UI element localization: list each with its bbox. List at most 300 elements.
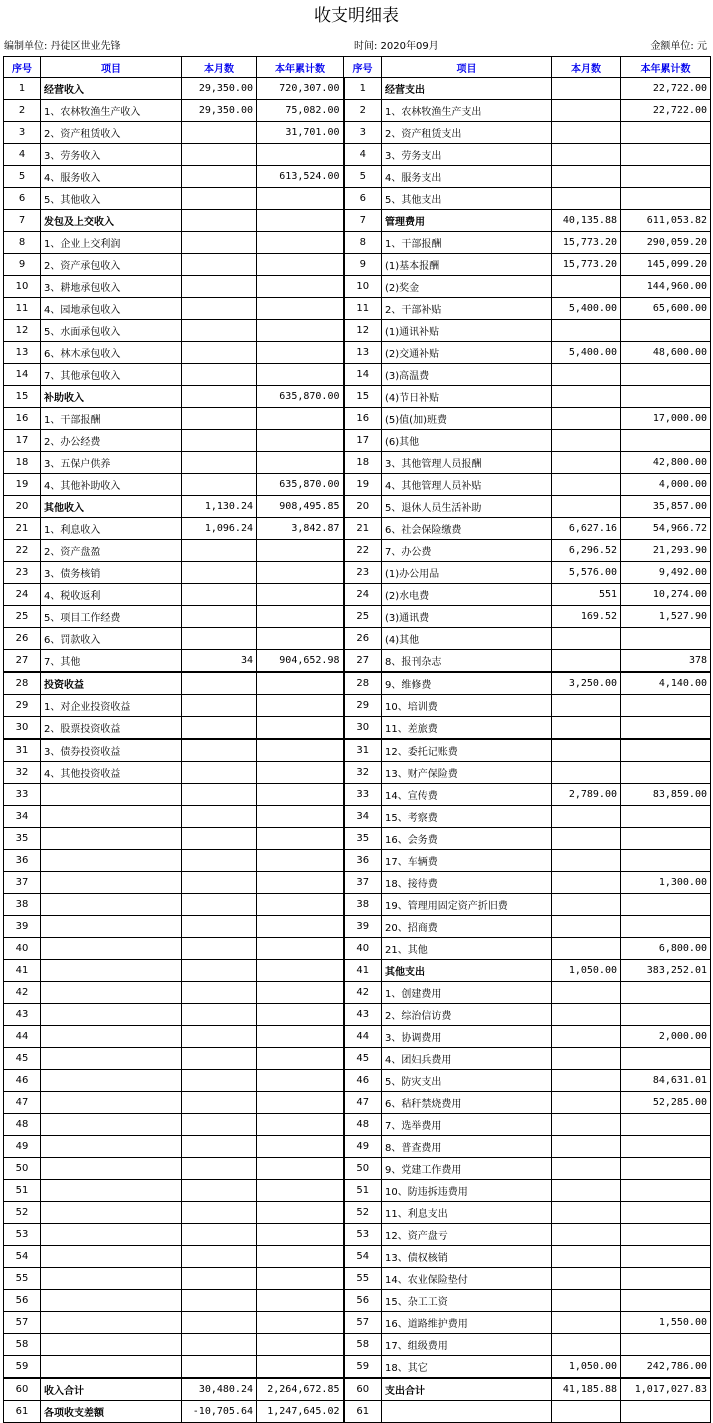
- income-seq-cell: 30: [4, 717, 41, 740]
- income-month-cell: 34: [182, 650, 257, 673]
- income-seq-cell: 49: [4, 1136, 41, 1158]
- expense-seq-cell: 31: [344, 739, 382, 762]
- expense-item-cell: 4、服务支出: [382, 166, 552, 188]
- expense-seq-cell: 16: [344, 408, 382, 430]
- income-year-cell: 1,247,645.02: [257, 1401, 344, 1423]
- expense-seq-cell: 5: [344, 166, 382, 188]
- table-row: [4, 850, 711, 872]
- income-seq-cell: 50: [4, 1158, 41, 1180]
- expense-year-cell: 22,722.00: [621, 100, 711, 122]
- expense-seq-cell: 45: [344, 1048, 382, 1070]
- expense-month-cell: [552, 1202, 621, 1224]
- expense-month-cell: 1,050.00: [552, 1356, 621, 1379]
- income-seq-cell: 12: [4, 320, 41, 342]
- expense-month-cell: [552, 1092, 621, 1114]
- income-seq-cell: 4: [4, 144, 41, 166]
- expense-item-cell: 1、农林牧渔生产支出: [382, 100, 552, 122]
- table-row: [4, 960, 711, 982]
- income-year-cell: [257, 188, 344, 210]
- income-item-cell: [41, 1290, 182, 1312]
- income-month-cell: [182, 452, 257, 474]
- table-row: [4, 430, 711, 452]
- income-seq-cell: 60: [4, 1378, 41, 1401]
- expense-seq-cell: 3: [344, 122, 382, 144]
- table-row: [4, 254, 711, 276]
- income-seq-cell: 56: [4, 1290, 41, 1312]
- expense-month-cell: [552, 982, 621, 1004]
- expense-year-cell: 21,293.90: [621, 540, 711, 562]
- expense-year-cell: 9,492.00: [621, 562, 711, 584]
- table-row: [4, 606, 711, 628]
- expense-month-cell: [552, 386, 621, 408]
- income-item-cell: [41, 1158, 182, 1180]
- income-month-cell: [182, 474, 257, 496]
- expense-item-cell: (3)高温费: [382, 364, 552, 386]
- income-year-cell: 635,870.00: [257, 386, 344, 408]
- income-expense-table: [3, 56, 711, 1423]
- income-item-cell: 2、股票投资收益: [41, 717, 182, 740]
- expense-year-cell: [621, 1158, 711, 1180]
- expense-year-cell: [621, 628, 711, 650]
- income-item-cell: [41, 1026, 182, 1048]
- expense-item-cell: 7、选举费用: [382, 1114, 552, 1136]
- table-row: [4, 562, 711, 584]
- expense-month-cell: [552, 364, 621, 386]
- income-seq-cell: 46: [4, 1070, 41, 1092]
- expense-item-cell: (3)通讯费: [382, 606, 552, 628]
- income-month-cell: [182, 1268, 257, 1290]
- income-seq-cell: 45: [4, 1048, 41, 1070]
- income-year-cell: [257, 960, 344, 982]
- income-month-cell: [182, 276, 257, 298]
- income-year-cell: [257, 606, 344, 628]
- expense-year-cell: 611,053.82: [621, 210, 711, 232]
- income-month-cell: [182, 717, 257, 740]
- income-year-cell: [257, 430, 344, 452]
- income-month-cell: [182, 672, 257, 695]
- income-seq-cell: 19: [4, 474, 41, 496]
- income-item-cell: [41, 982, 182, 1004]
- expense-month-cell: [552, 1048, 621, 1070]
- expense-seq-cell: 32: [344, 762, 382, 784]
- expense-month-cell: [552, 144, 621, 166]
- income-month-cell: [182, 364, 257, 386]
- income-year-cell: [257, 144, 344, 166]
- expense-seq-cell: 7: [344, 210, 382, 232]
- table-row: [4, 364, 711, 386]
- table-row: [4, 474, 711, 496]
- expense-item-cell: 10、培训费: [382, 695, 552, 717]
- income-year-cell: [257, 320, 344, 342]
- income-year-cell: [257, 938, 344, 960]
- expense-seq-cell: 57: [344, 1312, 382, 1334]
- expense-seq-cell: 11: [344, 298, 382, 320]
- income-year-cell: 613,524.00: [257, 166, 344, 188]
- income-seq-cell: 44: [4, 1026, 41, 1048]
- income-item-cell: 5、其他收入: [41, 188, 182, 210]
- income-seq-cell: 61: [4, 1401, 41, 1423]
- income-item-cell: [41, 1224, 182, 1246]
- income-item-cell: 其他收入: [41, 496, 182, 518]
- income-seq-cell: 2: [4, 100, 41, 122]
- income-seq-cell: 39: [4, 916, 41, 938]
- income-item-cell: 投资收益: [41, 672, 182, 695]
- expense-year-cell: 65,600.00: [621, 298, 711, 320]
- expense-year-cell: 10,274.00: [621, 584, 711, 606]
- expense-year-cell: [621, 916, 711, 938]
- table-row: [4, 518, 711, 540]
- income-year-cell: [257, 695, 344, 717]
- expense-year-cell: [621, 1202, 711, 1224]
- expense-item-cell: 支出合计: [382, 1378, 552, 1401]
- expense-year-cell: 17,000.00: [621, 408, 711, 430]
- income-seq-cell: 40: [4, 938, 41, 960]
- expense-item-cell: 2、综治信访费: [382, 1004, 552, 1026]
- expense-seq-cell: 46: [344, 1070, 382, 1092]
- expense-month-cell: 3,250.00: [552, 672, 621, 695]
- income-month-cell: [182, 1114, 257, 1136]
- expense-item-cell: (4)其他: [382, 628, 552, 650]
- income-seq-cell: 34: [4, 806, 41, 828]
- income-month-cell: [182, 894, 257, 916]
- income-seq-cell: 47: [4, 1092, 41, 1114]
- table-row: [4, 1114, 711, 1136]
- income-month-cell: [182, 584, 257, 606]
- expense-month-cell: [552, 1180, 621, 1202]
- income-year-cell: [257, 452, 344, 474]
- income-month-cell: [182, 232, 257, 254]
- expense-year-cell: [621, 1048, 711, 1070]
- income-month-cell: [182, 1092, 257, 1114]
- expense-item-cell: 17、组级费用: [382, 1334, 552, 1356]
- expense-seq-cell: 36: [344, 850, 382, 872]
- expense-year-cell: [621, 430, 711, 452]
- table-row: [4, 1312, 711, 1334]
- table-row: [4, 1290, 711, 1312]
- income-item-cell: 收入合计: [41, 1378, 182, 1401]
- income-item-cell: 4、其他补助收入: [41, 474, 182, 496]
- income-item-cell: [41, 938, 182, 960]
- income-item-cell: 3、劳务收入: [41, 144, 182, 166]
- expense-seq-cell: 8: [344, 232, 382, 254]
- table-row: [4, 828, 711, 850]
- income-year-cell: [257, 872, 344, 894]
- expense-item-cell: 8、报刊杂志: [382, 650, 552, 673]
- table-header-row: [4, 57, 711, 78]
- expense-seq-cell: 38: [344, 894, 382, 916]
- income-seq-cell: 53: [4, 1224, 41, 1246]
- income-year-cell: [257, 232, 344, 254]
- expense-month-cell: 15,773.20: [552, 254, 621, 276]
- income-year-cell: [257, 276, 344, 298]
- table-row: [4, 784, 711, 806]
- income-month-cell: [182, 166, 257, 188]
- income-month-cell: [182, 739, 257, 762]
- table-row: [4, 342, 711, 364]
- col-header-income-seq: 序号: [4, 57, 41, 78]
- expense-month-cell: [552, 408, 621, 430]
- income-item-cell: [41, 784, 182, 806]
- col-header-expense-item: 项目: [382, 57, 552, 78]
- expense-seq-cell: 22: [344, 540, 382, 562]
- report-meta: [0, 30, 713, 56]
- table-row: [4, 276, 711, 298]
- income-month-cell: [182, 254, 257, 276]
- expense-item-cell: 16、会务费: [382, 828, 552, 850]
- table-row: [4, 1070, 711, 1092]
- expense-month-cell: [552, 1312, 621, 1334]
- expense-seq-cell: 17: [344, 430, 382, 452]
- expense-month-cell: [552, 1026, 621, 1048]
- table-row: [4, 100, 711, 122]
- amount-unit: 金额单位: 元: [650, 41, 707, 52]
- expense-month-cell: 15,773.20: [552, 232, 621, 254]
- expense-item-cell: 9、党建工作费用: [382, 1158, 552, 1180]
- income-item-cell: 补助收入: [41, 386, 182, 408]
- income-year-cell: [257, 850, 344, 872]
- income-year-cell: [257, 1356, 344, 1379]
- expense-year-cell: [621, 850, 711, 872]
- expense-year-cell: [621, 188, 711, 210]
- expense-month-cell: [552, 739, 621, 762]
- income-month-cell: [182, 938, 257, 960]
- table-row: [4, 1158, 711, 1180]
- expense-item-cell: 21、其他: [382, 938, 552, 960]
- expense-month-cell: [552, 850, 621, 872]
- expense-month-cell: [552, 1114, 621, 1136]
- income-item-cell: 5、水面承包收入: [41, 320, 182, 342]
- income-seq-cell: 42: [4, 982, 41, 1004]
- expense-seq-cell: 54: [344, 1246, 382, 1268]
- income-seq-cell: 57: [4, 1312, 41, 1334]
- income-item-cell: 各项收支差额: [41, 1401, 182, 1423]
- expense-month-cell: 6,296.52: [552, 540, 621, 562]
- expense-item-cell: 5、其他支出: [382, 188, 552, 210]
- expense-item-cell: (1)基本报酬: [382, 254, 552, 276]
- income-year-cell: [257, 1136, 344, 1158]
- income-seq-cell: 23: [4, 562, 41, 584]
- expense-item-cell: (5)值(加)班费: [382, 408, 552, 430]
- expense-seq-cell: 51: [344, 1180, 382, 1202]
- expense-seq-cell: 18: [344, 452, 382, 474]
- expense-year-cell: [621, 1334, 711, 1356]
- income-item-cell: 4、税收返利: [41, 584, 182, 606]
- income-month-cell: [182, 1224, 257, 1246]
- expense-item-cell: 经营支出: [382, 78, 552, 100]
- expense-item-cell: 3、劳务支出: [382, 144, 552, 166]
- expense-month-cell: [552, 762, 621, 784]
- income-year-cell: 908,495.85: [257, 496, 344, 518]
- expense-item-cell: (1)通讯补贴: [382, 320, 552, 342]
- expense-seq-cell: 23: [344, 562, 382, 584]
- expense-seq-cell: 2: [344, 100, 382, 122]
- income-seq-cell: 31: [4, 739, 41, 762]
- income-month-cell: [182, 1290, 257, 1312]
- expense-item-cell: 18、接待费: [382, 872, 552, 894]
- income-month-cell: 1,130.24: [182, 496, 257, 518]
- expense-year-cell: [621, 695, 711, 717]
- income-item-cell: 4、其他投资收益: [41, 762, 182, 784]
- income-item-cell: 发包及上交收入: [41, 210, 182, 232]
- expense-year-cell: 2,000.00: [621, 1026, 711, 1048]
- expense-seq-cell: 14: [344, 364, 382, 386]
- expense-item-cell: (6)其他: [382, 430, 552, 452]
- income-seq-cell: 35: [4, 828, 41, 850]
- table-row: [4, 1180, 711, 1202]
- expense-item-cell: 其他支出: [382, 960, 552, 982]
- expense-seq-cell: 29: [344, 695, 382, 717]
- income-item-cell: [41, 894, 182, 916]
- income-seq-cell: 26: [4, 628, 41, 650]
- expense-year-cell: [621, 828, 711, 850]
- income-seq-cell: 58: [4, 1334, 41, 1356]
- expense-item-cell: 10、防违拆违费用: [382, 1180, 552, 1202]
- expense-item-cell: 11、利息支出: [382, 1202, 552, 1224]
- col-header-expense-month: 本月数: [552, 57, 621, 78]
- income-item-cell: [41, 1312, 182, 1334]
- income-month-cell: 29,350.00: [182, 100, 257, 122]
- report-title: 收支明细表: [314, 6, 399, 26]
- expense-month-cell: [552, 430, 621, 452]
- expense-month-cell: [552, 188, 621, 210]
- expense-seq-cell: 56: [344, 1290, 382, 1312]
- income-seq-cell: 13: [4, 342, 41, 364]
- expense-seq-cell: 9: [344, 254, 382, 276]
- expense-month-cell: [552, 1136, 621, 1158]
- expense-item-cell: 17、车辆费: [382, 850, 552, 872]
- expense-seq-cell: 55: [344, 1268, 382, 1290]
- income-month-cell: [182, 540, 257, 562]
- table-row: [4, 540, 711, 562]
- expense-seq-cell: 21: [344, 518, 382, 540]
- expense-seq-cell: 30: [344, 717, 382, 740]
- income-year-cell: [257, 628, 344, 650]
- table-row: [4, 1268, 711, 1290]
- income-year-cell: 3,842.87: [257, 518, 344, 540]
- table-row: [4, 452, 711, 474]
- income-month-cell: [182, 408, 257, 430]
- expense-month-cell: [552, 1334, 621, 1356]
- income-year-cell: [257, 828, 344, 850]
- income-item-cell: 6、罚款收入: [41, 628, 182, 650]
- income-month-cell: [182, 1180, 257, 1202]
- expense-seq-cell: 44: [344, 1026, 382, 1048]
- income-seq-cell: 21: [4, 518, 41, 540]
- income-year-cell: [257, 1070, 344, 1092]
- col-header-expense-year: 本年累计数: [621, 57, 711, 78]
- expense-item-cell: 管理费用: [382, 210, 552, 232]
- expense-year-cell: 242,786.00: [621, 1356, 711, 1379]
- expense-item-cell: 19、管理用固定资产折旧费: [382, 894, 552, 916]
- expense-year-cell: 383,252.01: [621, 960, 711, 982]
- expense-seq-cell: 42: [344, 982, 382, 1004]
- income-seq-cell: 7: [4, 210, 41, 232]
- expense-seq-cell: 13: [344, 342, 382, 364]
- income-item-cell: 3、债务核销: [41, 562, 182, 584]
- expense-year-cell: [621, 1268, 711, 1290]
- expense-year-cell: 4,140.00: [621, 672, 711, 695]
- income-item-cell: 1、农林牧渔生产收入: [41, 100, 182, 122]
- table-row: [4, 1401, 711, 1423]
- table-row: [4, 717, 711, 740]
- expense-seq-cell: 52: [344, 1202, 382, 1224]
- income-year-cell: [257, 1334, 344, 1356]
- income-year-cell: [257, 672, 344, 695]
- income-item-cell: 3、耕地承包收入: [41, 276, 182, 298]
- expense-item-cell: 12、委托记账费: [382, 739, 552, 762]
- income-month-cell: [182, 430, 257, 452]
- expense-seq-cell: 28: [344, 672, 382, 695]
- table-row: [4, 672, 711, 695]
- income-year-cell: [257, 894, 344, 916]
- income-item-cell: 5、项目工作经费: [41, 606, 182, 628]
- expense-seq-cell: 43: [344, 1004, 382, 1026]
- income-year-cell: [257, 1026, 344, 1048]
- income-month-cell: [182, 1334, 257, 1356]
- expense-item-cell: 2、资产租赁支出: [382, 122, 552, 144]
- expense-month-cell: [552, 452, 621, 474]
- income-item-cell: 经营收入: [41, 78, 182, 100]
- table-row: [4, 1026, 711, 1048]
- income-month-cell: [182, 960, 257, 982]
- table-row: [4, 232, 711, 254]
- income-seq-cell: 48: [4, 1114, 41, 1136]
- income-item-cell: 1、干部报酬: [41, 408, 182, 430]
- expense-seq-cell: 50: [344, 1158, 382, 1180]
- expense-year-cell: [621, 1004, 711, 1026]
- expense-year-cell: 290,059.20: [621, 232, 711, 254]
- expense-item-cell: 16、道路维护费用: [382, 1312, 552, 1334]
- table-row: [4, 496, 711, 518]
- income-month-cell: [182, 1070, 257, 1092]
- expense-seq-cell: 19: [344, 474, 382, 496]
- col-header-income-item: 项目: [41, 57, 182, 78]
- expense-month-cell: [552, 78, 621, 100]
- income-seq-cell: 16: [4, 408, 41, 430]
- income-item-cell: [41, 1202, 182, 1224]
- income-year-cell: [257, 739, 344, 762]
- expense-year-cell: 52,285.00: [621, 1092, 711, 1114]
- expense-item-cell: 1、创建费用: [382, 982, 552, 1004]
- expense-item-cell: 13、财产保险费: [382, 762, 552, 784]
- expense-year-cell: 6,800.00: [621, 938, 711, 960]
- expense-seq-cell: 40: [344, 938, 382, 960]
- income-year-cell: [257, 1290, 344, 1312]
- income-year-cell: [257, 717, 344, 740]
- expense-month-cell: [552, 650, 621, 673]
- income-month-cell: [182, 210, 257, 232]
- expense-item-cell: 15、杂工工资: [382, 1290, 552, 1312]
- income-month-cell: [182, 1026, 257, 1048]
- expense-year-cell: [621, 320, 711, 342]
- income-year-cell: [257, 762, 344, 784]
- income-year-cell: 635,870.00: [257, 474, 344, 496]
- expense-seq-cell: 1: [344, 78, 382, 100]
- expense-month-cell: [552, 1401, 621, 1423]
- income-item-cell: 1、对企业投资收益: [41, 695, 182, 717]
- income-item-cell: [41, 1356, 182, 1379]
- income-year-cell: [257, 1180, 344, 1202]
- table-row: [4, 1202, 711, 1224]
- expense-seq-cell: 35: [344, 828, 382, 850]
- income-month-cell: [182, 628, 257, 650]
- expense-item-cell: 5、防灾支出: [382, 1070, 552, 1092]
- income-month-cell: [182, 188, 257, 210]
- table-row: [4, 1224, 711, 1246]
- table-row: [4, 386, 711, 408]
- income-item-cell: [41, 1092, 182, 1114]
- income-item-cell: 7、其他承包收入: [41, 364, 182, 386]
